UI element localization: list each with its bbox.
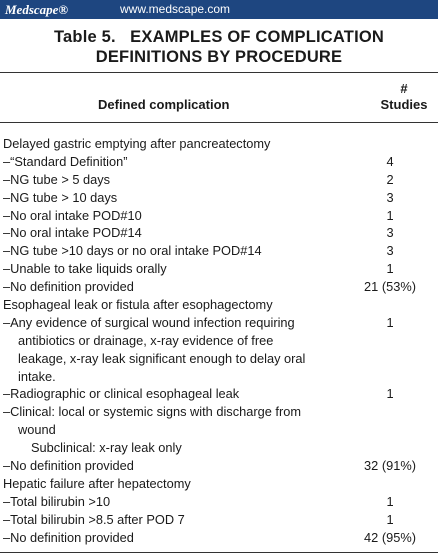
row-label: intake. [18, 368, 56, 384]
table-row [0, 314, 438, 332]
site-url: www.medscape.com [120, 2, 231, 16]
row-count: 1 [386, 511, 394, 527]
row-label: –Total bilirubin >8.5 after POD 7 [3, 511, 185, 527]
table-row [0, 529, 438, 547]
row-label: –NG tube > 5 days [3, 171, 111, 187]
row-label: –No oral intake POD#10 [3, 207, 142, 223]
bottom-rule [0, 552, 438, 553]
row-count: 21 (53%) [364, 279, 416, 295]
row-count: 4 [386, 153, 394, 169]
table-title-line-1: Table 5. EXAMPLES OF COMPLICATION [54, 28, 384, 46]
table-row [0, 189, 438, 207]
table-row [0, 332, 438, 350]
table-row [0, 368, 438, 386]
row-count: 1 [386, 493, 394, 509]
row-label: Esophageal leak or fistula after esophagectomy [3, 297, 273, 313]
table-row [0, 493, 438, 511]
table-row [0, 403, 438, 421]
table-row [0, 457, 438, 475]
table-row [0, 350, 438, 368]
row-label: antibiotics or drainage, x-ray evidence of free [18, 332, 274, 348]
table-row [0, 511, 438, 529]
row-label: –Clinical: local or systemic signs with discharge from [3, 404, 301, 420]
row-label: –NG tube > 10 days [3, 189, 118, 205]
table-row [0, 242, 438, 260]
table-row [0, 278, 438, 296]
top-rule [0, 72, 438, 73]
row-count: 42 (95%) [364, 529, 416, 545]
column-header-studies [374, 81, 434, 113]
column-header-studies-label: Studies [380, 97, 428, 112]
column-header-complication: Defined complication [98, 97, 230, 112]
row-count: 3 [386, 243, 394, 259]
table-row [0, 153, 438, 171]
row-label: –Any evidence of surgical wound infection requiring [3, 314, 295, 330]
row-count: 1 [386, 314, 394, 330]
table-row [0, 224, 438, 242]
table-title [0, 27, 438, 67]
row-label: –Unable to take liquids orally [3, 261, 167, 277]
table-title-line-2: DEFINITIONS BY PROCEDURE [95, 48, 343, 66]
row-label: wound [18, 422, 56, 438]
medscape-logo: Medscape® [5, 2, 69, 17]
row-label: Subclinical: x-ray leak only [31, 440, 182, 456]
table-body [0, 135, 438, 546]
row-count: 2 [386, 171, 394, 187]
row-label: –No definition provided [3, 529, 134, 545]
row-count: 32 (91%) [364, 458, 416, 474]
row-label: Delayed gastric emptying after pancreatectomy [3, 136, 271, 151]
row-count: 3 [386, 225, 394, 241]
row-count: 1 [386, 386, 394, 402]
table-row [0, 385, 438, 403]
row-label: –NG tube >10 days or no oral intake POD#14 [3, 243, 262, 259]
table-row [0, 421, 438, 439]
row-label: –Radiographic or clinical esophageal leak [3, 386, 240, 402]
table-row [0, 135, 438, 153]
header-rule [0, 122, 438, 123]
column-header-studies-hash: # [400, 81, 408, 96]
row-label: leakage, x-ray leak significant enough to delay oral [18, 350, 306, 366]
row-count: 1 [386, 207, 394, 223]
table-row [0, 475, 438, 493]
table-row [0, 207, 438, 225]
table-row [0, 439, 438, 457]
row-label: –“Standard Definition” [3, 153, 128, 169]
row-label: –No definition provided [3, 458, 134, 474]
table-row [0, 296, 438, 314]
row-count: 1 [386, 261, 394, 277]
row-label: –No oral intake POD#14 [3, 225, 142, 241]
row-label: Hepatic failure after hepatectomy [3, 475, 191, 491]
row-label: –Total bilirubin >10 [3, 493, 111, 509]
medscape-banner [0, 0, 438, 19]
row-count: 3 [386, 189, 394, 205]
table-row [0, 260, 438, 278]
table-row [0, 171, 438, 189]
row-label: –No definition provided [3, 279, 134, 295]
